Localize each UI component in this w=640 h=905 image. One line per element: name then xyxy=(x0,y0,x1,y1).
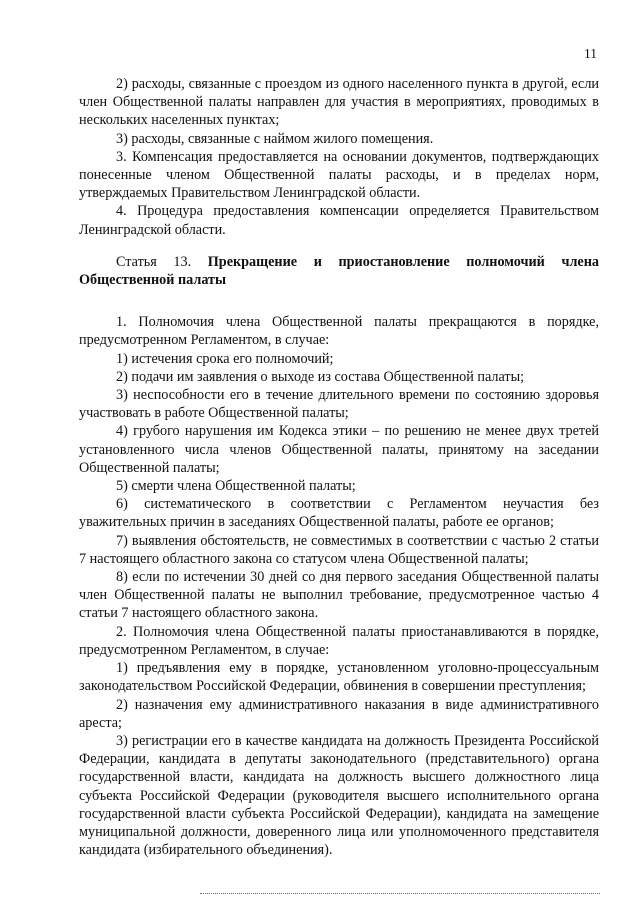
document-body xyxy=(79,75,599,859)
paragraph: 3. Компенсация предоставляется на основании документов, подтверждающих понесенные членом Общественной палаты расходы, и в пределах норм, утверждаемых Правительством Ленинградской области. xyxy=(79,148,599,202)
paragraph: 1) предъявления ему в порядке, установленном уголовно-процессуальным законодательством Российской Федерации, обвинения в совершении преступления; xyxy=(79,660,599,695)
page-number: 11 xyxy=(584,46,597,61)
paragraph: 3) регистрации его в качестве кандидата на должность Президента Российской Федерации, кандидата в депутаты законодательного (представительного) органа государственной власти, кандидата на должность высшего должностного лица субъекта Российской Федерации (руководителя высшего исполнительного органа государственной власти субъекта Российской Федерации), кандидата на замещение муниципальной должности, доверенного лица или уполномоченного представителя кандидата (избирательного объединения). xyxy=(79,732,599,859)
paragraph: 2) подачи им заявления о выходе из состава Общественной палаты; xyxy=(116,368,525,385)
paragraph: 3) расходы, связанные с наймом жилого помещения. xyxy=(116,130,434,147)
article-heading-title: Прекращение и приостановление полномочий члена Общественной палаты xyxy=(79,253,599,289)
paragraph: 1) истечения срока его полномочий; xyxy=(116,350,334,367)
paragraph: 3) неспособности его в течение длительного времени по состоянию здоровья участвовать в работе Общественной палаты; xyxy=(79,387,599,422)
paragraph: 4) грубого нарушения им Кодекса этики – по решению не менее двух третей установленного числа членов Общественной палаты, принятому на заседании Общественной палаты; xyxy=(79,423,599,476)
paragraph: 5) смерти члена Общественной палаты; xyxy=(116,478,356,495)
article-heading xyxy=(79,253,599,289)
paragraph: 6) систематического в соответствии с Регламентом неучастия без уважительных причин в заседаниях Общественной палаты, работе ее органов; xyxy=(79,496,599,531)
paragraph: 2. Полномочия члена Общественной палаты приостанавливаются в порядке, предусмотренном Регламентом, в случае: xyxy=(79,623,599,658)
paragraph: 4. Процедура предоставления компенсации определяется Правительством Ленинградской области. xyxy=(79,203,599,238)
page-bottom-rule xyxy=(200,893,600,894)
article-heading-prefix: Статья 13. xyxy=(116,253,192,270)
paragraph: 2) расходы, связанные с проездом из одного населенного пункта в другой, если член Общественной палаты направлен для участия в мероприятиях, проводимых в нескольких населенных пунктах; xyxy=(79,76,599,129)
paragraph: 7) выявления обстоятельств, не совместимых в соответствии с частью 2 статьи 7 настоящего областного закона со статусом члена Общественной палаты; xyxy=(79,532,599,567)
paragraph: 8) если по истечении 30 дней со дня первого заседания Общественной палаты член Общественной палаты не выполнил требование, предусмотренное частью 4 статьи 7 настоящего областного закона. xyxy=(79,569,599,622)
paragraph: 1. Полномочия члена Общественной палаты прекращаются в порядке, предусмотренном Регламентом, в случае: xyxy=(79,314,599,349)
paragraph: 2) назначения ему административного наказания в виде административного ареста; xyxy=(79,696,599,731)
